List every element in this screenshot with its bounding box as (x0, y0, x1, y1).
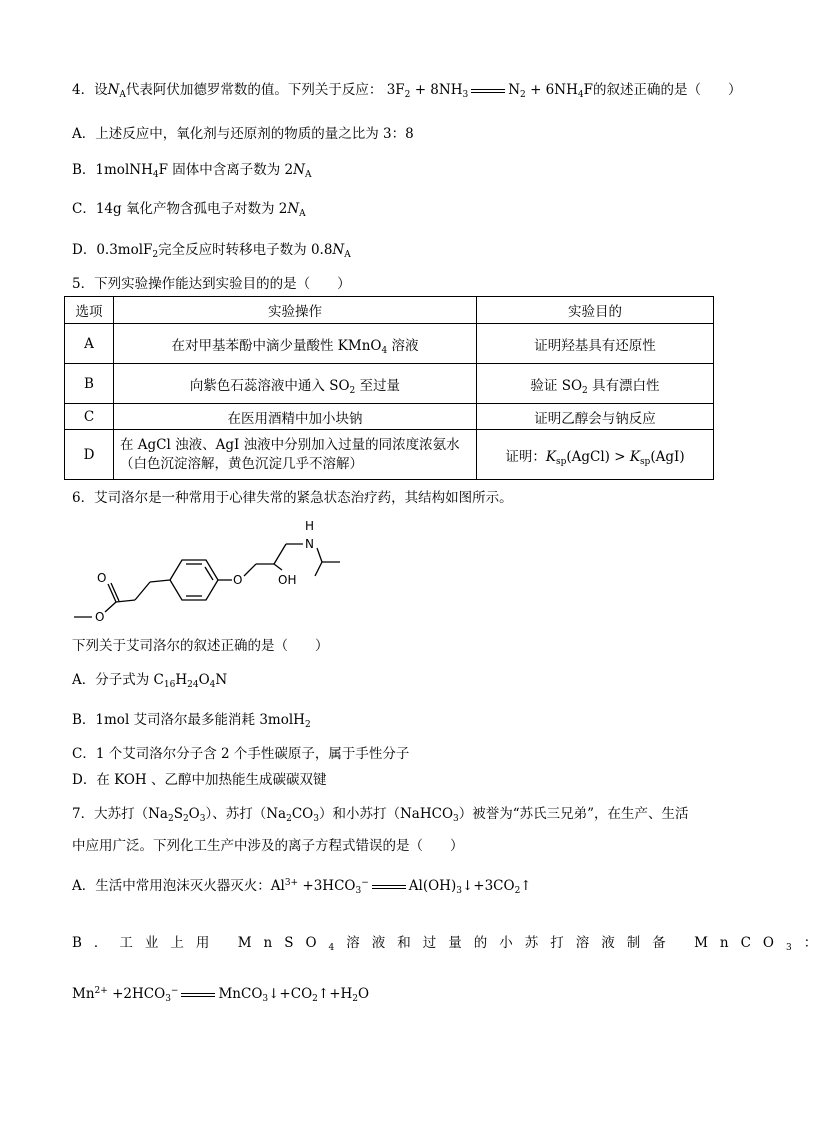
q4-option-b: B．1molNH$_4$F 固体中含离子数为 $2N_A$ (72, 162, 312, 180)
esmolol-structure (60, 512, 360, 632)
row-operation: 在医用酒精中加小块钠 (114, 404, 477, 430)
q4-option-c: C．14g 氧化产物含孤电子对数为 $2N_A$ (72, 201, 306, 219)
table-row (65, 430, 714, 480)
q6-stem: 6．艾司洛尔是一种常用于心律失常的紧急状态治疗药，其结构如图所示。 (72, 490, 513, 506)
equals-sign (471, 89, 505, 93)
q7-stem-line1: 7．大苏打$(Na_2S_2O_3)$、苏打$(Na_2CO_3)$和小苏打（NaHCO$_3$）被誉为“苏氏三兄弟”，在生产、生活 (72, 806, 689, 824)
row-goal: 证明乙醇会与钠反应 (477, 404, 714, 430)
q6-option-b: B．1mol 艾司洛尔最多能消耗 3molH$_2$ (72, 712, 311, 730)
q4-stem: 4．设$N_A$代表阿伏加德罗常数的值。下列关于反应： $3F_2 + 8NH_3$ $N_2 + 6NH_4F$的叙述正确的是（ ） (72, 82, 742, 100)
amine-h-atom: H (305, 519, 315, 533)
table-row (65, 324, 714, 364)
q4-equation: $3F_2 + 8NH_3$ $N_2 + 6NH_4F$ (386, 82, 593, 100)
header-goal: 实验目的 (477, 297, 714, 324)
row-option: B (65, 364, 114, 404)
row-operation: 在 AgCl 浊液、AgI 浊液中分别加入过量的同浓度浓氨水 （白色沉淀溶解，黄色沉淀几乎不溶解） (114, 430, 477, 480)
hydroxyl-group: OH (278, 573, 297, 587)
row-goal: 证明羟基具有还原性 (477, 324, 714, 364)
q7-option-b-line1: B．工业上用 MnSO$_4$溶液和过量的小苏打溶液制备 MnCO$_3$： (72, 935, 829, 953)
row-option: C (65, 404, 114, 430)
q6-option-c: C．1 个艾司洛尔分子含 2 个手性碳原子，属于手性分子 (72, 746, 410, 762)
header-option: 选项 (65, 297, 114, 324)
q7-option-a: A．生活中常用泡沫灭火器灭火：$Al^{3+} +3HCO_3^-$ $Al(OH)_3↓+3CO_2↑$ (72, 878, 532, 896)
q4-option-d: D．0.3molF$_2$完全反应时转移电子数为 $0.8N_A$ (72, 242, 351, 260)
table-header-row (65, 297, 714, 324)
equals-sign (181, 993, 215, 997)
q6-sub-stem: 下列关于艾司洛尔的叙述正确的是（ ） (72, 638, 329, 654)
q7-stem-line2: 中应用广泛。下列化工生产中涉及的离子方程式错误的是（ ） (72, 838, 464, 854)
ester-o-atom: O (95, 610, 105, 624)
row-goal: 证明：$K_{sp}(AgCl) > K_{sp}(AgI)$ (477, 430, 714, 480)
equals-sign (372, 885, 406, 889)
row-goal: 验证 $SO_2$ 具有漂白性 (477, 364, 714, 404)
ether-o-atom: O (233, 573, 243, 587)
table-row (65, 404, 714, 430)
q6-option-d: D．在 KOH 、乙醇中加热能生成碳碳双键 (72, 772, 327, 788)
q7-option-b-equation: $Mn^{2+} +2HCO_3^-$ $MnCO_3↓+CO_2↑+H_2O$ (72, 986, 370, 1004)
amine-n-atom: N (305, 537, 314, 551)
q5-stem: 5．下列实验操作能达到实验目的的是（ ） (72, 276, 351, 292)
row-operation: 在对甲基苯酚中滴少量酸性 KMnO$_4$ 溶液 (114, 324, 477, 364)
row-option: D (65, 430, 114, 480)
row-option: A (65, 324, 114, 364)
carbonyl-o-atom: O (97, 571, 107, 585)
q4-option-a: A．上述反应中，氧化剂与还原剂的物质的量之比为 3：8 (72, 126, 414, 142)
table-row (65, 364, 714, 404)
experiment-table (64, 296, 714, 480)
q6-option-a: A．分子式为 $C_{16}H_{24}O_4N$ (72, 672, 228, 690)
row-operation: 向紫色石蕊溶液中通入 $SO_2$ 至过量 (114, 364, 477, 404)
header-operation: 实验操作 (114, 297, 477, 324)
